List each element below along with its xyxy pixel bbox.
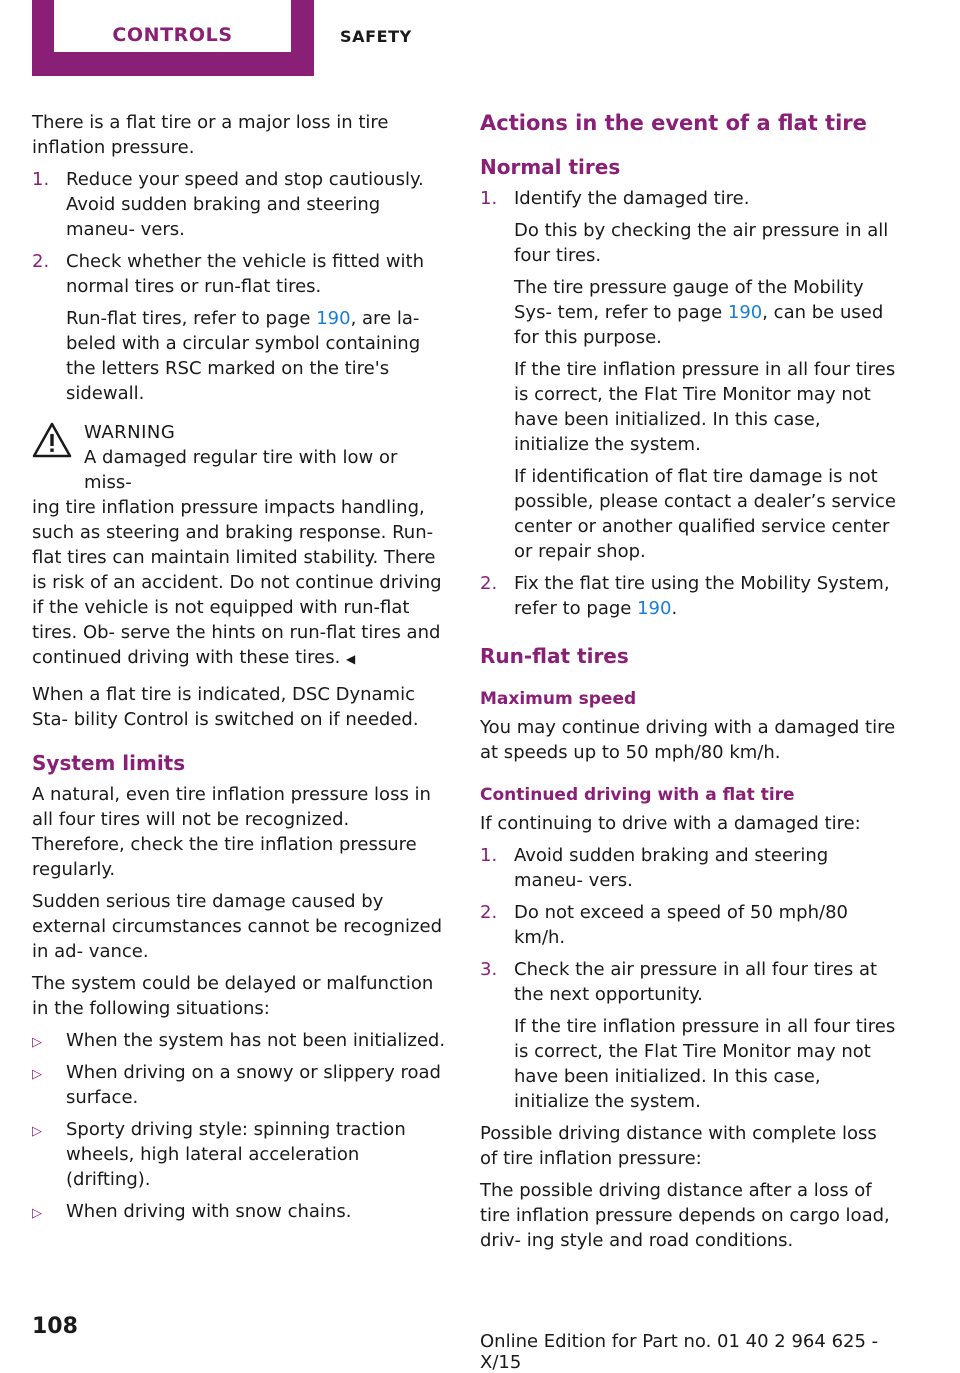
page-link-190[interactable]: 190 — [637, 598, 672, 619]
list-item — [32, 1060, 446, 1110]
triangle-bullet-icon: ▷ — [32, 1035, 42, 1050]
step-subtext: If identification of flat tire damage is not possible, please contact a dealer’s service center or another qualified service center or repair shop. — [514, 466, 896, 562]
distance-text: The possible driving distance after a loss of tire inflation pressure depends on cargo load, driv‐ ing style and road conditions. — [480, 1180, 890, 1251]
step-number: 2. — [480, 573, 498, 594]
maximum-speed-heading: Maximum speed — [480, 689, 637, 709]
step-text: Reduce your speed and stop cautiously. Avoid sudden braking and steering maneu‐ vers. — [66, 169, 424, 240]
list-item — [480, 843, 898, 893]
run-flat-tires-heading: Run-flat tires — [480, 644, 629, 668]
page-link-190[interactable]: 190 — [316, 308, 351, 329]
step-subtext: The tire pressure gauge of the Mobility Sys‐ tem, refer to page 190, can be used for this purpose. — [514, 277, 884, 348]
triangle-bullet-icon: ▷ — [32, 1124, 42, 1139]
warning-box — [32, 420, 446, 672]
bullet-text: Sporty driving style: spinning traction wheels, high lateral acceleration (drifting). — [66, 1119, 406, 1190]
step-text: Fix the flat tire using the Mobility System, refer to page 190. — [514, 573, 890, 619]
step-text: Check whether the vehicle is fitted with normal tires or run-flat tires. — [66, 251, 425, 297]
warning-first-line: A damaged regular tire with low or miss‐ — [84, 447, 398, 493]
dsc-note: When a flat tire is indicated, DSC Dynamic Sta‐ bility Control is switched on if needed. — [32, 684, 419, 730]
maximum-speed-text: You may continue driving with a damaged tire at speeds up to 50 mph/80 km/h. — [480, 717, 896, 763]
bullet-text: When driving with snow chains. — [66, 1201, 352, 1222]
list-item — [32, 249, 446, 406]
bullet-text: When the system has not been initialized. — [66, 1030, 446, 1051]
warning-body: ing tire inflation pressure impacts handling, such as steering and braking response. Run-flat tires can maintain limited stability. There is risk of an accident. Do not continue driving if the vehicle is not equipped with run-flat tires. Ob‐ serve the hints on run-flat tires and continued driving with these tires. — [32, 497, 442, 668]
intro-text: There is a flat tire or a major loss in tire inflation pressure. — [32, 112, 389, 158]
page-number: 108 — [32, 1314, 78, 1339]
step-number: 1. — [480, 188, 498, 209]
step-subtext: If the tire inflation pressure in all four tires is correct, the Flat Tire Monitor may not have been initialized. In this case, initialize the system. — [514, 1016, 896, 1112]
step-text: Identify the damaged tire. — [514, 188, 750, 209]
step-number: 3. — [480, 959, 498, 980]
list-item — [480, 957, 898, 1114]
step-text: Do not exceed a speed of 50 mph/80 km/h. — [514, 902, 848, 948]
normal-tires-heading: Normal tires — [480, 155, 621, 179]
system-limits-heading: System limits — [32, 751, 186, 775]
continued-driving-heading: Continued driving with a flat tire — [480, 785, 795, 805]
system-limits-p2: Sudden serious tire damage caused by external circumstances cannot be recognized in ad‐ vance. — [32, 891, 443, 962]
system-limits-p3: The system could be delayed or malfunction in the following situations: — [32, 973, 434, 1019]
step-subtext: If the tire inflation pressure in all four tires is correct, the Flat Tire Monitor may not have been initialized. In this case, initialize the system. — [514, 359, 896, 455]
left-column — [32, 110, 446, 1231]
step-number: 1. — [32, 169, 50, 190]
step-text: Avoid sudden braking and steering maneu‐ vers. — [514, 845, 829, 891]
warning-heading: WARNING — [84, 422, 176, 443]
step-text: Check the air pressure in all four tires at the next opportunity. — [514, 959, 878, 1005]
list-item — [32, 1117, 446, 1192]
end-mark-icon: ◀ — [346, 652, 356, 666]
tab-controls[interactable]: CONTROLS — [112, 24, 233, 46]
step-number: 2. — [480, 902, 498, 923]
list-item — [32, 1028, 446, 1053]
list-item — [480, 900, 898, 950]
list-item — [32, 1199, 446, 1224]
list-item — [480, 186, 898, 564]
step-number: 1. — [480, 845, 498, 866]
step-subtext: Run-flat tires, refer to page 190, are la‐ beled with a circular symbol containing the letters RSC marked on the tire's sidewall. — [66, 308, 421, 404]
page-link-190[interactable]: 190 — [727, 302, 763, 323]
bullet-text: When driving on a snowy or slippery road surface. — [66, 1062, 441, 1108]
right-column — [480, 110, 898, 1260]
flat-tire-actions-heading: Actions in the event of a flat tire — [480, 111, 867, 135]
warning-triangle-icon — [32, 422, 72, 458]
triangle-bullet-icon: ▷ — [32, 1067, 42, 1082]
tab-safety[interactable]: SAFETY — [340, 27, 412, 46]
system-limits-p1: A natural, even tire inflation pressure loss in all four tires will not be recognized. Therefore, check the tire inflation pressure regularly. — [32, 784, 431, 880]
step-number: 2. — [32, 251, 50, 272]
distance-intro: Possible driving distance with complete loss of tire inflation pressure: — [480, 1123, 877, 1169]
continued-driving-intro: If continuing to drive with a damaged tire: — [480, 813, 861, 834]
edition-footer: Online Edition for Part no. 01 40 2 964 625 - X/15 — [480, 1331, 879, 1373]
triangle-bullet-icon: ▷ — [32, 1206, 42, 1221]
step-subtext: Do this by checking the air pressure in all four tires. — [514, 220, 889, 266]
list-item — [32, 167, 446, 242]
list-item — [480, 571, 898, 621]
